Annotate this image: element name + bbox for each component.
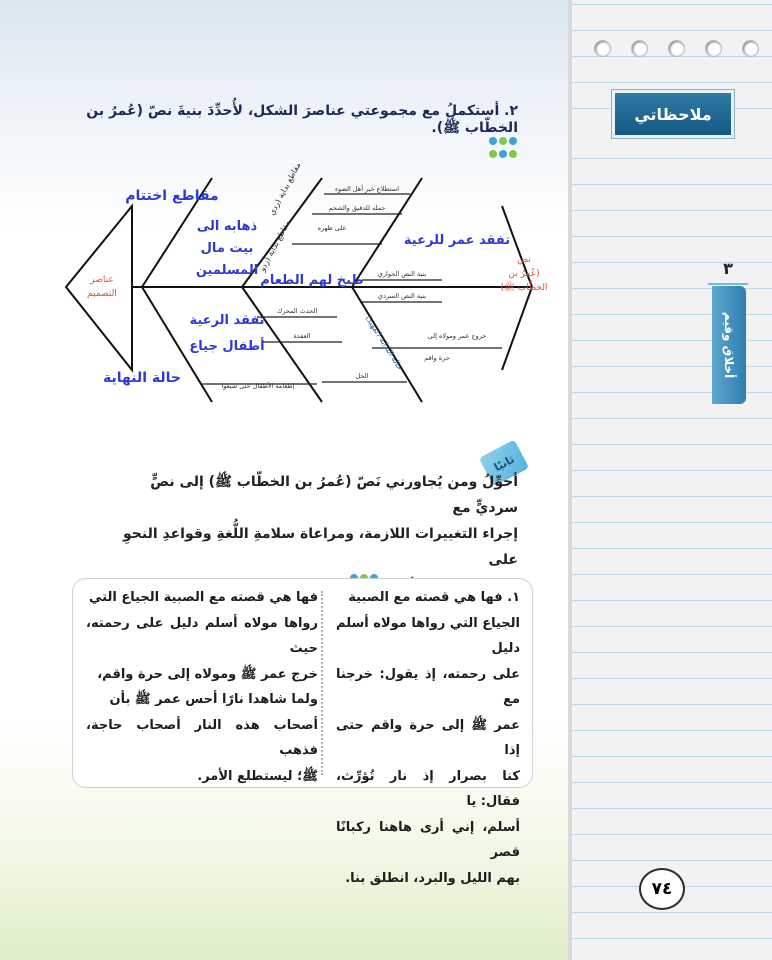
answer-2-line-1: ذهابه الى bbox=[196, 219, 258, 234]
instruction-line: إجراء التغييرات اللازمة، ومراعاة سلامةِ اللُّغةِ وقواعدِ النحوِ على bbox=[123, 526, 518, 568]
text-label-1: نص bbox=[517, 255, 531, 265]
bone-label-6: العقدة bbox=[293, 332, 311, 340]
unit-title: أخلاق وقيم bbox=[722, 311, 736, 379]
binder-hole bbox=[705, 40, 722, 57]
page-number: ٧٤ bbox=[639, 868, 685, 910]
answer-3: طبخ لهم الطعام bbox=[260, 273, 364, 288]
diagram-tail-bottom bbox=[502, 287, 532, 370]
text-label-3: الخطّاب ﷺ) bbox=[500, 283, 548, 293]
text-line: أسلم، إني أرى هاهنا ركبانًا قصر bbox=[336, 819, 520, 860]
answer-4-line-2: أطفال جياع bbox=[189, 339, 265, 354]
notes-sidebar bbox=[568, 0, 772, 960]
text-line: الجياع التي رواها مولاه أسلم دليل bbox=[336, 615, 520, 656]
head-label-2: التصميم bbox=[87, 289, 117, 299]
column-divider bbox=[321, 591, 323, 775]
text-line: على رحمته، إذ يقول: خرجنا مع bbox=[336, 666, 520, 707]
group-work-icon bbox=[489, 137, 519, 161]
endings-label: مقاطع اختتام bbox=[125, 188, 219, 204]
text-line: أصحاب هذه النار أصحاب حاجة، فذهب bbox=[86, 717, 318, 758]
answer-4-line-1: تفقد الرعية bbox=[189, 313, 265, 328]
bone-label-8: الحل bbox=[355, 372, 369, 380]
bone-label-5: الحدث المحرك bbox=[276, 307, 318, 315]
binder-hole bbox=[742, 40, 759, 57]
text-line: كنا بصرار إذ نار تُؤرِّث، فقال: يا bbox=[336, 768, 520, 809]
text-line: ولما شاهدا نارًا أحس عمر ﷺ بأن bbox=[109, 692, 318, 707]
beginning-label-1: مقاطع بداية (ردي bbox=[267, 160, 303, 217]
text-line: ﷺ؛ ليستطلع الأمر. bbox=[197, 768, 318, 784]
unit-tab bbox=[712, 286, 746, 404]
answer-1: تفقد عمر للرعية bbox=[403, 233, 511, 248]
text-line: رواها مولاه أسلم دليل على رحمته، حيث bbox=[86, 615, 318, 656]
fishbone-diagram bbox=[62, 160, 548, 412]
text-line: ١. فها هي قصته مع الصبية bbox=[348, 590, 520, 605]
binder-hole bbox=[668, 40, 685, 57]
bone-label-7a: خروج عمر ومولاه إلى bbox=[427, 332, 487, 340]
example-narrative-text bbox=[86, 585, 318, 789]
binder-hole bbox=[631, 40, 648, 57]
notes-title: ملاحظاتي bbox=[612, 90, 734, 138]
unit-number: ٣ bbox=[708, 255, 748, 285]
bone-label-2b: على ظهره bbox=[317, 224, 347, 232]
text-line: فها هي قصته مع الصبية الجياع التي bbox=[89, 590, 318, 605]
head-label-1: عناصر bbox=[90, 275, 114, 285]
text-line: عمر ﷺ إلى حرة واقم حتى إذا bbox=[336, 717, 520, 758]
answer-2-line-3: المسلمين bbox=[195, 263, 259, 278]
events-label: حالة البداية (تمهيد) bbox=[363, 313, 405, 372]
bone-label-1: استطلاع خبر أهل الضوء bbox=[334, 185, 400, 193]
section-badge: ثانيًا bbox=[479, 439, 529, 486]
instruction-line: أحوِّلُ ومن يُجاورني نَصّ (عُمرُ بن الخطّاب ﷺ) إلى نصٍّ سرديٍّ مع bbox=[150, 474, 518, 516]
question-2-text: ٢. أستكملُ مع مجموعتي عناصرَ الشكل، لأُحدِّدَ بنيةَ نصّ (عُمرُ بن الخطّاب ﷺ). bbox=[86, 103, 518, 136]
ending-state-label: حالة النهاية bbox=[103, 370, 181, 386]
text-label-2: (عُمرُ بن bbox=[508, 269, 540, 279]
bone-label-9: إطعامه الأطفال حتى شبعوا bbox=[221, 382, 295, 390]
example-original-text bbox=[336, 585, 520, 891]
example-box bbox=[72, 578, 533, 886]
binder-holes bbox=[594, 40, 759, 57]
diagram-head-triangle bbox=[66, 206, 132, 370]
bone-label-4: بنية النص السردي bbox=[377, 292, 427, 300]
answer-2-line-2: بيت مال bbox=[200, 241, 254, 256]
text-line: بهم الليل والبرد، انطلق بنا. bbox=[345, 870, 520, 886]
bone-label-3: بنية النص الحواري bbox=[377, 270, 427, 278]
text-line: خرج عمر ﷺ ومولاه إلى حرة واقم، bbox=[97, 666, 318, 682]
bone-label-7b: حرة واقم bbox=[424, 354, 450, 362]
binder-hole bbox=[594, 40, 611, 57]
bone-label-2a: حمله للدقيق والشحم bbox=[328, 204, 386, 212]
beginning-label-2: مقاطع بداية (زدو bbox=[257, 218, 292, 273]
